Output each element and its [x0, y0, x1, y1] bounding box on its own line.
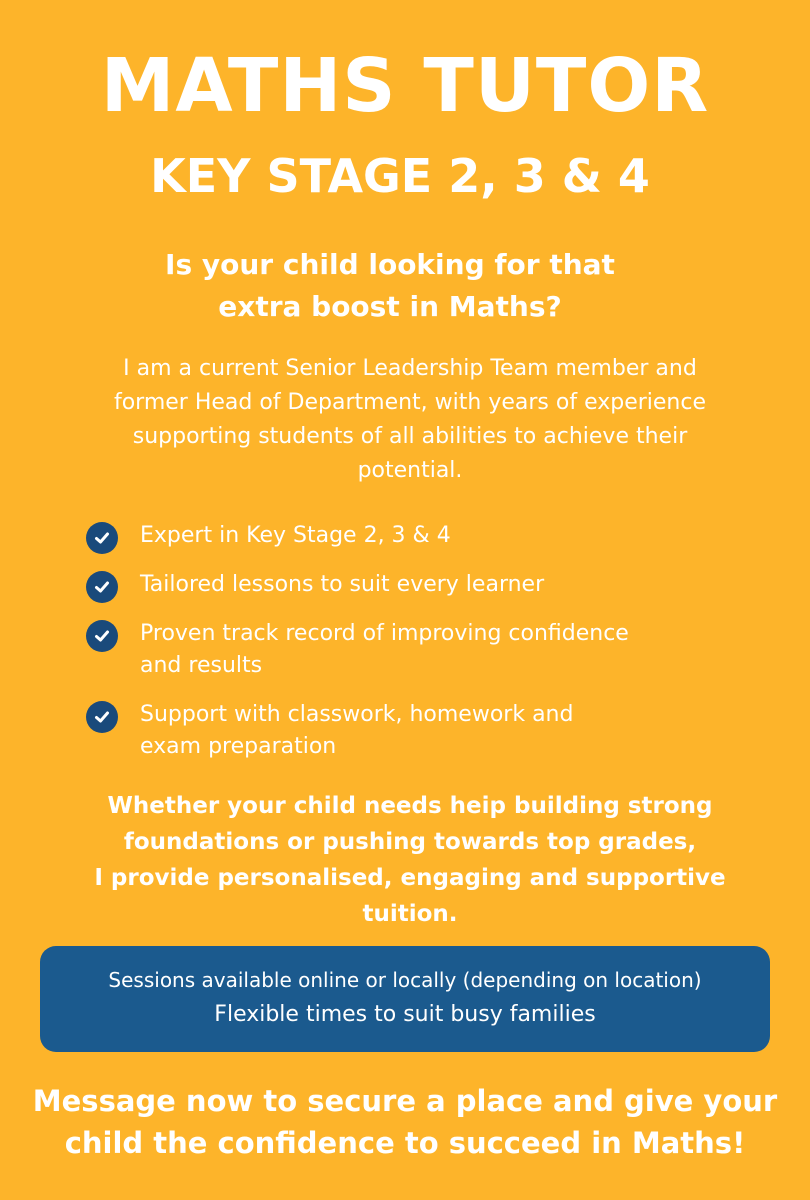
check-circle-icon — [86, 571, 118, 603]
feature-text: Expert in Key Stage 2, 3 & 4 — [140, 523, 451, 548]
question-line: extra boost in Maths? — [218, 290, 562, 323]
intro-line: I am a current Senior Leadership Team member and — [123, 356, 697, 381]
feature-text: and results — [140, 653, 263, 678]
sessions-info-box — [40, 946, 770, 1052]
check-circle-icon — [86, 522, 118, 554]
intro-line: supporting students of all abilities to achieve their — [132, 424, 688, 449]
sessions-availability-text: Sessions available online or locally (depending on location) — [108, 968, 702, 992]
flexible-times-text: Flexible times to suit busy families — [214, 1002, 596, 1027]
feature-item — [86, 569, 766, 601]
closing-line: foundations or pushing towards top grades, — [123, 829, 697, 855]
feature-item — [86, 618, 766, 682]
question-line: Is your child looking for that — [165, 248, 615, 281]
intro-line: former Head of Department, with years of experience — [113, 390, 707, 415]
feature-text: exam preparation — [140, 734, 337, 759]
intro-paragraph — [40, 352, 780, 488]
feature-text: Proven track record of improving confidence — [140, 621, 629, 646]
check-circle-icon — [86, 620, 118, 652]
closing-line: tuition. — [362, 901, 458, 927]
call-to-action — [20, 1080, 790, 1164]
feature-text: Support with classwork, homework and — [140, 702, 574, 727]
cta-line: child the confidence to succeed in Maths! — [64, 1126, 746, 1160]
intro-line: potential. — [357, 458, 463, 483]
feature-item — [86, 520, 766, 552]
page-title: MATHS TUTOR — [100, 43, 710, 129]
closing-paragraph — [40, 788, 780, 932]
question-heading — [90, 244, 690, 328]
page-subtitle: KEY STAGE 2, 3 & 4 — [150, 149, 650, 203]
check-circle-icon — [86, 701, 118, 733]
feature-text: Tailored lessons to suit every learner — [140, 572, 545, 597]
feature-list — [86, 520, 766, 780]
feature-item — [86, 699, 766, 763]
closing-line: Whether your child needs heip building strong — [107, 793, 713, 819]
cta-line: Message now to secure a place and give your — [32, 1084, 778, 1118]
closing-line: I provide personalised, engaging and supportive — [94, 865, 726, 891]
